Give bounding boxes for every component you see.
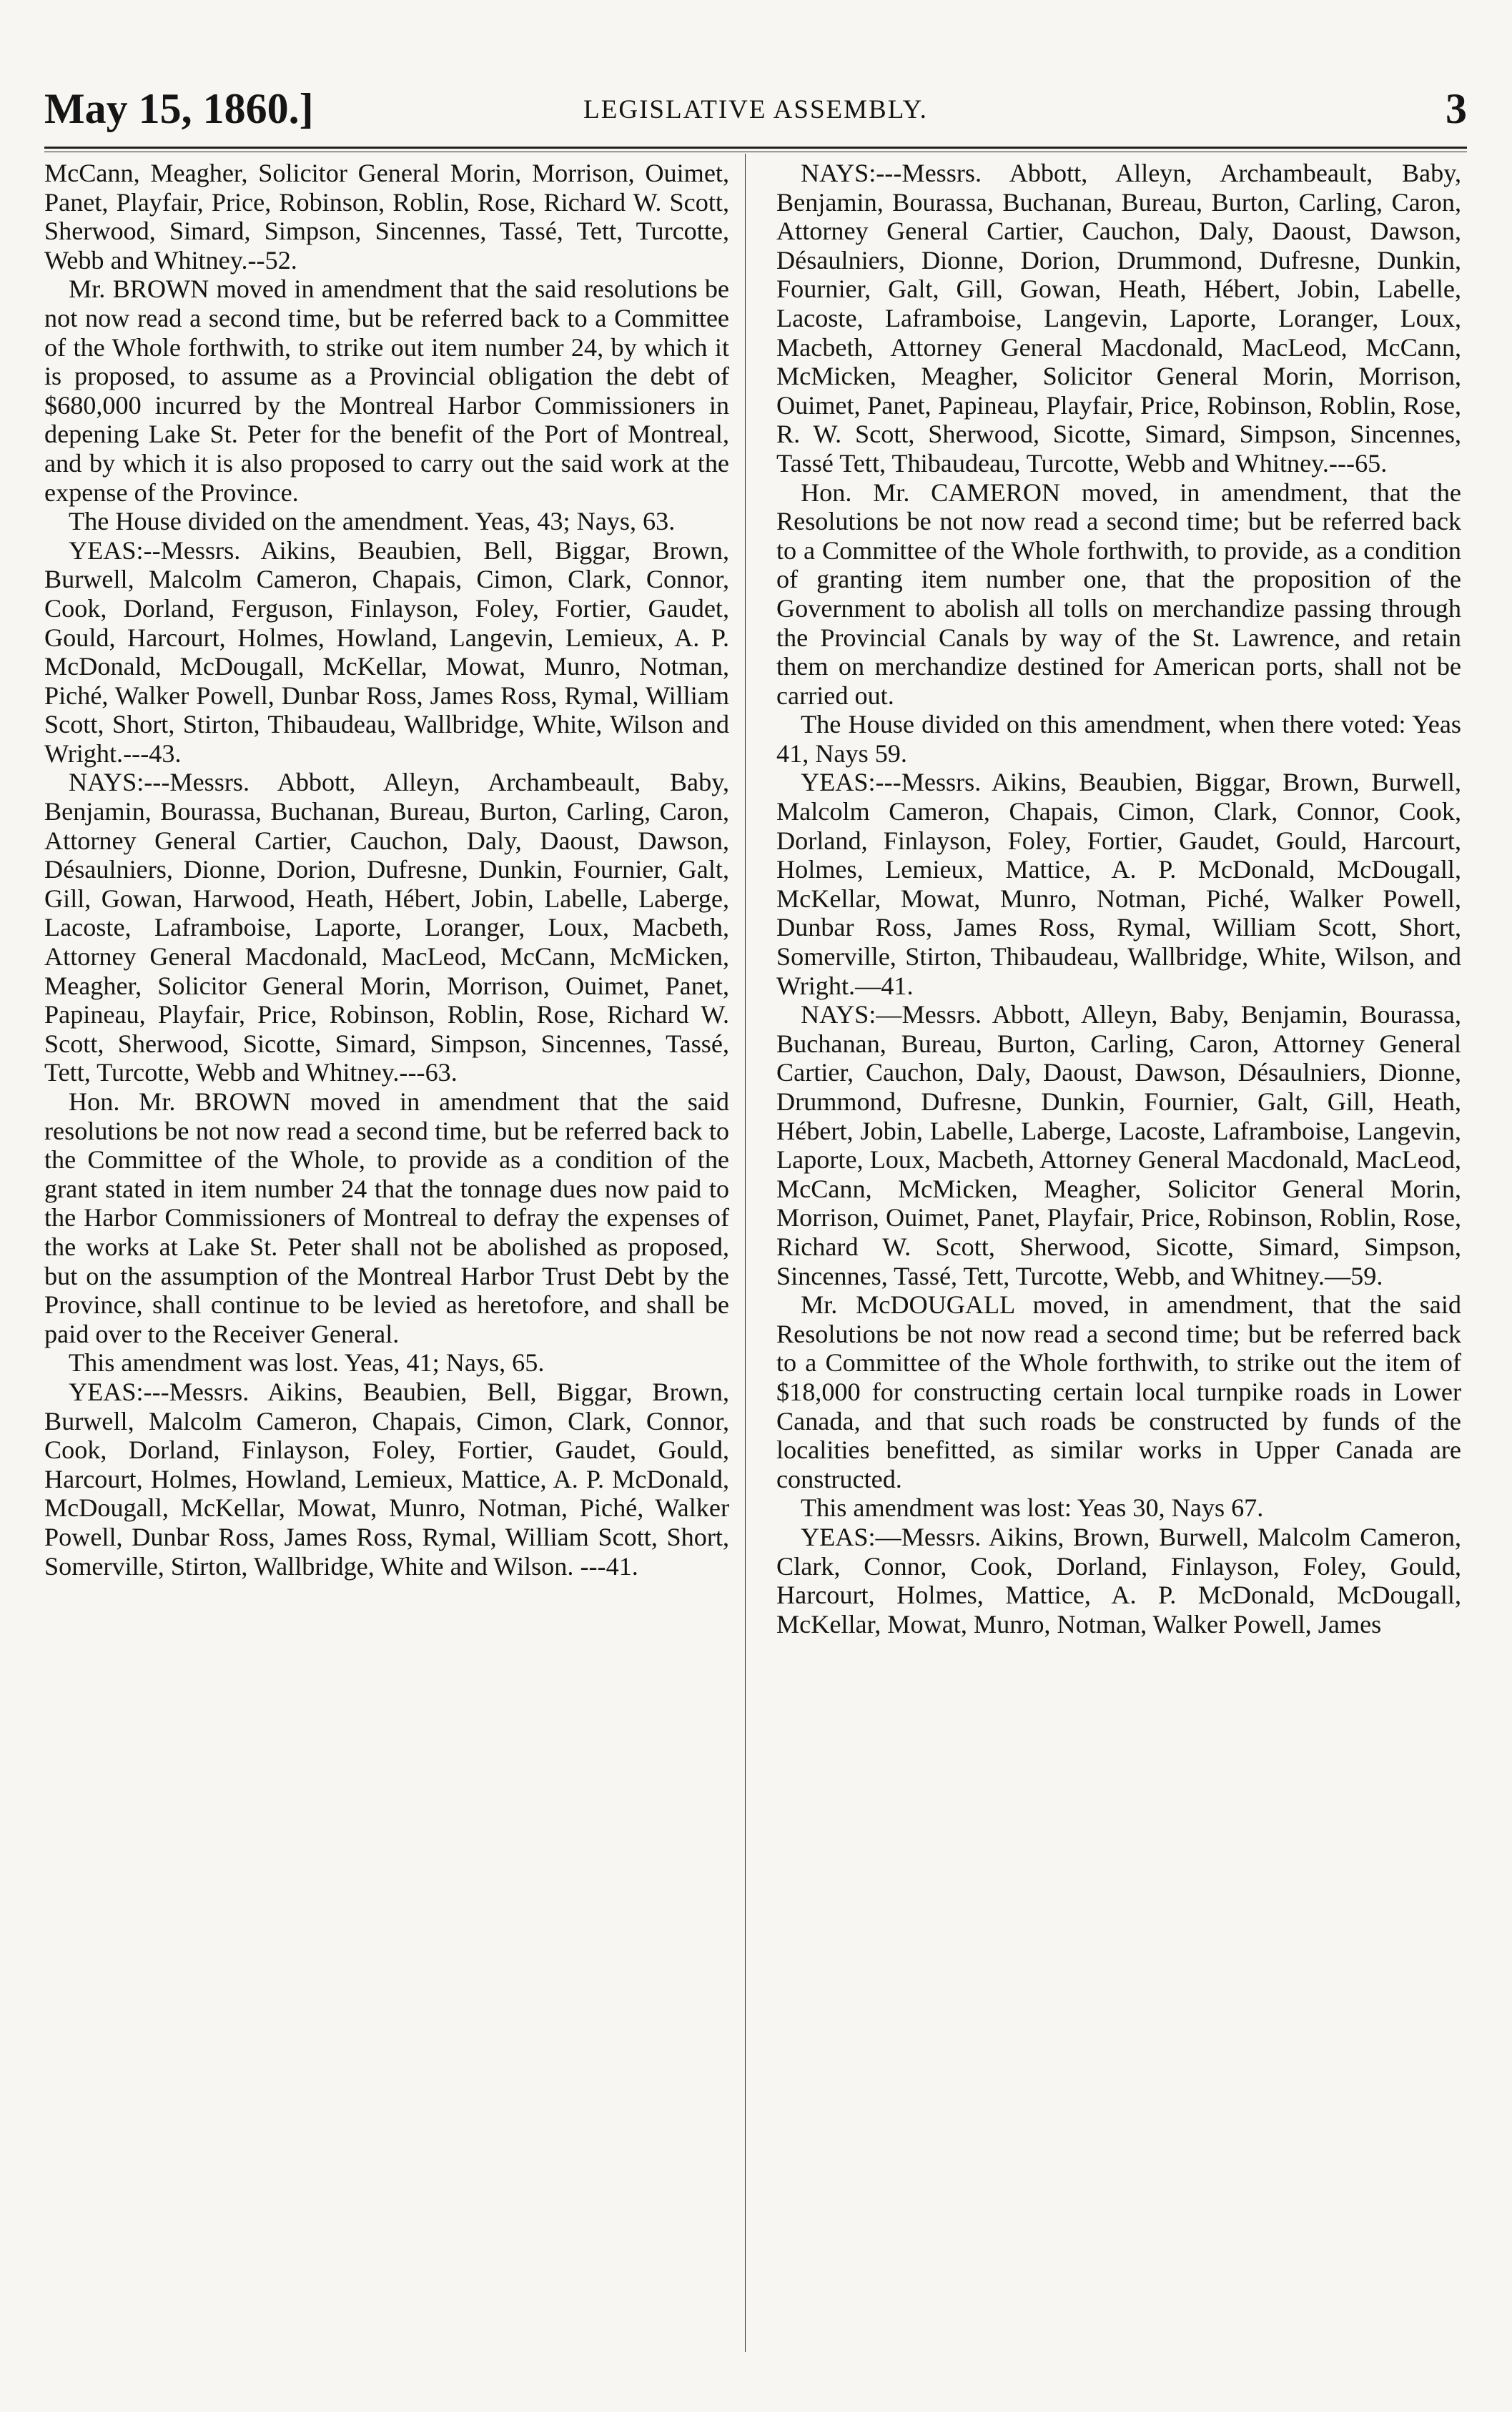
- paragraph: Mr. McDOUGALL moved, in amendment, that the said Resolutions be not now read a second time; but be referred back to a Committee of the Whole forthwith, to strike out the item of $18,000 for constructing certain local turnpike roads in Lower Canada, and that such roads be constructed by funds of the localities benefitted, as similar works in Upper Canada are constructed.: [776, 1290, 1461, 1493]
- paragraph: NAYS:---Messrs. Abbott, Alleyn, Archambeault, Baby, Benjamin, Bourassa, Buchanan, Bureau, Burton, Carling, Caron, Attorney General Cartier, Cauchon, Daly, Daoust, Dawson, Désaulniers, Dionne, Dorion, Dufresne, Dunkin, Fournier, Galt, Gill, Gowan, Harwood, Heath, Hébert, Jobin, Labelle, Laberge, Lacoste, Laframboise, Laporte, Loranger, Loux, Macbeth, Attorney General Macdonald, MacLeod, McCann, McMicken, Meagher, Solicitor General Morin, Morrison, Ouimet, Panet, Papineau, Playfair, Price, Robinson, Roblin, Rose, Richard W. Scott, Sherwood, Sicotte, Simard, Simpson, Sincennes, Tassé, Tett, Turcotte, Webb and Whitney.---63.: [44, 768, 729, 1087]
- paragraph: The House divided on the amendment. Yeas, 43; Nays, 63.: [69, 507, 676, 536]
- left-column: [44, 159, 729, 2382]
- right-column: [776, 159, 1461, 2382]
- paragraph: This amendment was lost. Yeas, 41; Nays, 65.: [69, 1348, 545, 1378]
- paragraph: YEAS:---Messrs. Aikins, Beaubien, Biggar, Brown, Burwell, Malcolm Cameron, Chapais, Cimon, Clark, Connor, Cook, Dorland, Finlayson, Foley, Fortier, Gaudet, Gould, Harcourt, Holmes, Lemieux, Mattice, A. P. McDonald, McDougall, McKellar, Mowat, Munro, Notman, Piché, Walker Powell, Dunbar Ross, James Ross, Rymal, William Scott, Short, Somerville, Stirton, Thibaudeau, Wallbridge, White, Wilson, and Wright.—41.: [776, 768, 1461, 1000]
- paragraph: The House divided on this amendment, when there voted: Yeas 41, Nays 59.: [776, 710, 1461, 768]
- page-number: 3: [1446, 85, 1467, 132]
- page-header: [44, 84, 1467, 143]
- paragraph: YEAS:—Messrs. Aikins, Brown, Burwell, Malcolm Cameron, Clark, Connor, Cook, Dorland, Finlayson, Foley, Gould, Harcourt, Holmes, Mattice, A. P. McDonald, McDougall, McKellar, Mowat, Munro, Notman, Walker Powell, James: [776, 1522, 1461, 1639]
- header-rule-thick: [44, 147, 1467, 149]
- paragraph: NAYS:—Messrs. Abbott, Alleyn, Baby, Benjamin, Bourassa, Buchanan, Bureau, Burton, Carling, Caron, Attorney General Cartier, Cauchon, Daly, Daoust, Dawson, Désaulniers, Dionne, Drummond, Dufresne, Dunkin, Fournier, Galt, Gill, Heath, Hébert, Jobin, Labelle, Laberge, Lacoste, Laframboise, Langevin, Laporte, Loux, Macbeth, Attorney General Macdonald, MacLeod, McCann, McMicken, Meagher, Solicitor General Morin, Morrison, Ouimet, Panet, Playfair, Price, Robinson, Roblin, Rose, Richard W. Scott, Sherwood, Sicotte, Simard, Simpson, Sincennes, Tassé, Tett, Turcotte, Webb, and Whitney.—59.: [776, 1000, 1461, 1290]
- column-divider: [745, 154, 746, 2352]
- paragraph: NAYS:---Messrs. Abbott, Alleyn, Archambeault, Baby, Benjamin, Bourassa, Buchanan, Bureau, Burton, Carling, Caron, Attorney General Cartier, Cauchon, Daly, Daoust, Dawson, Désaulniers, Dionne, Dorion, Drummond, Dufresne, Dunkin, Fournier, Galt, Gill, Gowan, Heath, Hébert, Jobin, Labelle, Lacoste, Laframboise, Langevin, Laporte, Loranger, Loux, Macbeth, Attorney General Macdonald, MacLeod, McCann, McMicken, Meagher, Solicitor General Morin, Morrison, Ouimet, Panet, Papineau, Playfair, Price, Robinson, Roblin, Rose, R. W. Scott, Sherwood, Sicotte, Simard, Simpson, Sincennes, Tassé Tett, Thibaudeau, Turcotte, Webb and Whitney.---65.: [776, 159, 1461, 478]
- paragraph: McCann, Meagher, Solicitor General Morin, Morrison, Ouimet, Panet, Playfair, Price, Robinson, Roblin, Rose, Richard W. Scott, Sherwood, Simard, Simpson, Sincennes, Tassé, Tett, Turcotte, Webb and Whitney.--52.: [44, 159, 729, 275]
- paragraph: This amendment was lost: Yeas 30, Nays 67.: [801, 1493, 1264, 1523]
- header-date: May 15, 1860.]: [44, 85, 314, 132]
- paragraph: YEAS:---Messrs. Aikins, Beaubien, Bell, Biggar, Brown, Burwell, Malcolm Cameron, Chapais, Cimon, Clark, Connor, Cook, Dorland, Finlayson, Foley, Fortier, Gaudet, Gould, Harcourt, Holmes, Howland, Lemieux, Mattice, A. P. McDonald, McDougall, McKellar, Mowat, Munro, Notman, Piché, Walker Powell, Dunbar Ross, James Ross, Rymal, William Scott, Short, Somerville, Stirton, Wallbridge, White and Wilson. ---41.: [44, 1377, 729, 1581]
- paragraph: Hon. Mr. CAMERON moved, in amendment, that the Resolutions be not now read a second time; but be referred back to a Committee of the Whole forthwith, to provide, as a condition of granting item number one, that the proposition of the Government to abolish all tolls on merchandize passing through the Provincial Canals by way of the St. Lawrence, and retain them on merchandize destined for American ports, shall not be carried out.: [776, 478, 1461, 710]
- header-title: LEGISLATIVE ASSEMBLY.: [583, 95, 928, 124]
- paragraph: Hon. Mr. BROWN moved in amendment that the said resolutions be not now read a second time, but be referred back to the Committee of the Whole, to provide as a condition of the grant stated in item number 24 that the tonnage dues now paid to the Harbor Commissioners of Montreal to defray the expenses of the works at Lake St. Peter shall not be abolished as proposed, but on the assumption of the Montreal Harbor Trust Debt by the Province, shall continue to be levied as heretofore, and shall be paid over to the Receiver General.: [44, 1087, 729, 1348]
- paragraph: Mr. BROWN moved in amendment that the said resolutions be not now read a second time, but be referred back to a Committee of the Whole forthwith, to strike out item number 24, by which it is proposed, to assume as a Provincial obligation the debt of $680,000 incurred by the Montreal Harbor Commissioners in depening Lake St. Peter for the benefit of the Port of Montreal, and by which it is also proposed to carry out the said work at the expense of the Province.: [44, 275, 729, 507]
- paragraph: YEAS:--Messrs. Aikins, Beaubien, Bell, Biggar, Brown, Burwell, Malcolm Cameron, Chapais, Cimon, Clark, Connor, Cook, Dorland, Ferguson, Finlayson, Foley, Fortier, Gaudet, Gould, Harcourt, Holmes, Howland, Langevin, Lemieux, A. P. McDonald, McDougall, McKellar, Mowat, Munro, Notman, Piché, Walker Powell, Dunbar Ross, James Ross, Rymal, William Scott, Short, Stirton, Thibaudeau, Wallbridge, White, Wilson and Wright.---43.: [44, 535, 729, 768]
